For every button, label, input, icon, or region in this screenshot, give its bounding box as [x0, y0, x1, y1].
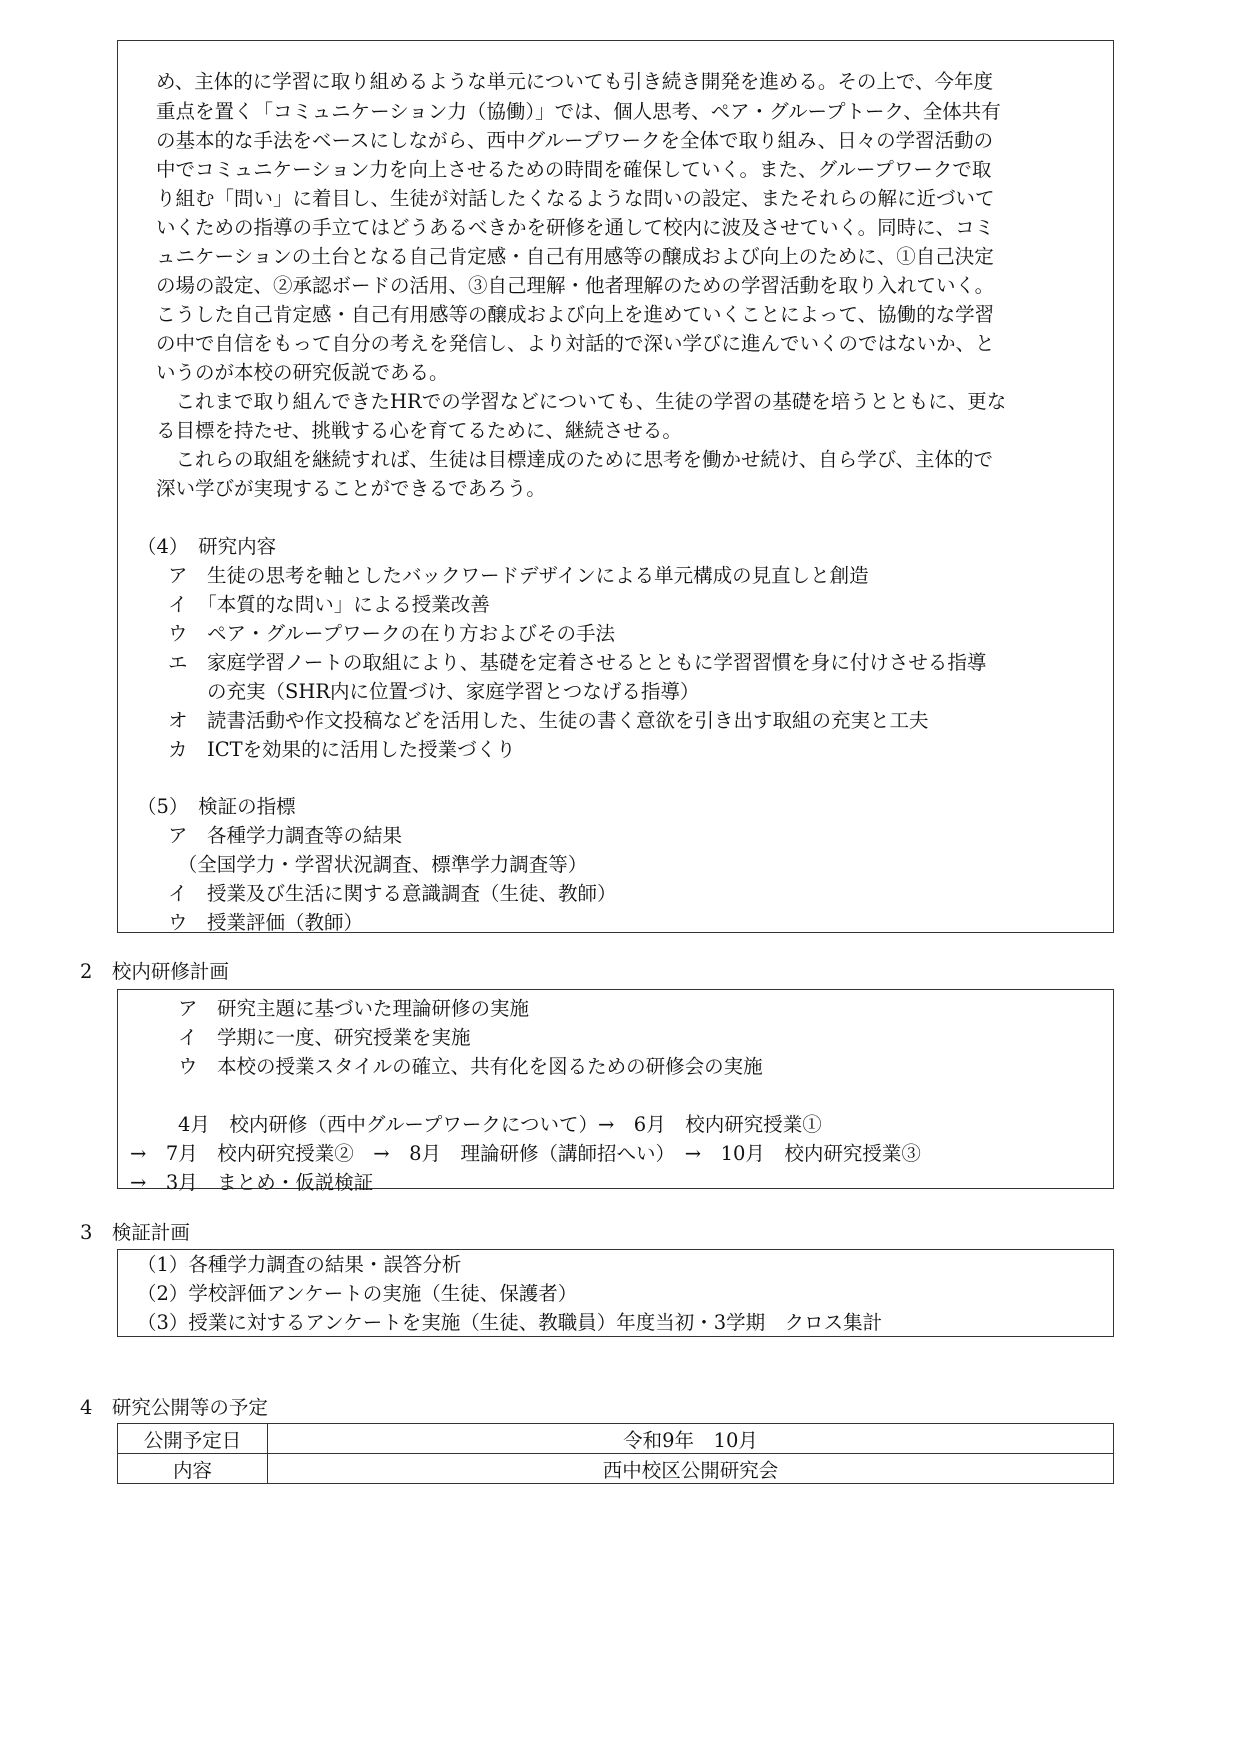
text-line: の場の設定、②承認ボードの活用、③自己理解・他者理解のための学習活動を取り入れていく。 — [156, 274, 995, 297]
indicator-heading: （5） 検証の指標 — [137, 795, 296, 818]
list-item: エ 家庭学習ノートの取組により、基礎を定着させるとともに学習習慣を身に付けさせる指導 — [168, 651, 987, 674]
list-item: イ 学期に一度、研究授業を実施 — [178, 1026, 471, 1049]
text-line: これらの取組を継続すれば、生徒は目標達成のために思考を働かせ続け、自ら学び、主体的で — [156, 448, 993, 471]
schedule-line: → 7月 校内研究授業② → 8月 理論研修（講師招へい） → 10月 校内研究授業③ — [130, 1142, 921, 1165]
text-line: 重点を置く「コミュニケーション力（協働）」では、個人思考、ペア・グループトーク、全体共有 — [156, 100, 1001, 123]
text-line: る目標を持たせ、挑戦する心を育てるために、継続させる。 — [156, 419, 682, 442]
text-line: の基本的な手法をベースにしながら、西中グループワークを全体で取り組み、日々の学習活動の — [156, 129, 994, 152]
section-2-title: 2 校内研修計画 — [80, 960, 229, 983]
list-item: （全国学力・学習状況調査、標準学力調査等） — [168, 853, 588, 876]
text-line: め、主体的に学習に取り組めるような単元についても引き続き開発を進める。その上で、今年度 — [156, 70, 993, 93]
list-item: ア 生徒の思考を軸としたバックワードデザインによる単元構成の見直しと創造 — [168, 564, 869, 587]
list-item: ウ 本校の授業スタイルの確立、共有化を図るための研修会の実施 — [178, 1055, 763, 1078]
text-line: これまで取り組んできたHRでの学習などについても、生徒の学習の基礎を培うとともに、更な — [156, 390, 1007, 413]
schedule-line: 4月 校内研修（西中グループワークについて）→ 6月 校内研究授業① — [178, 1113, 822, 1136]
list-item: イ 授業及び生活に関する意識調査（生徒、教師） — [168, 882, 617, 905]
table-cell-value: 西中校区公開研究会 — [268, 1454, 1114, 1484]
text-line: の中で自信をもって自分の考えを発信し、より対話的で深い学びに進んでいくのではないか、と — [156, 332, 995, 355]
schedule-line: → 3月 まとめ・仮説検証 — [130, 1171, 374, 1194]
list-item: ア 研究主題に基づいた理論研修の実施 — [178, 997, 530, 1020]
text-line: 中でコミュニケーション力を向上させるための時間を確保していく。また、グループワークで取 — [156, 158, 992, 181]
table-row — [118, 1454, 1114, 1484]
table-cell-label: 内容 — [118, 1454, 268, 1484]
section-3-title: 3 検証計画 — [80, 1221, 190, 1244]
list-item: イ 「本質的な問い」による授業改善 — [168, 593, 490, 616]
list-item: ア 各種学力調査等の結果 — [168, 824, 403, 847]
table-cell-value: 令和9年 10月 — [268, 1424, 1114, 1454]
list-item: ウ ペア・グループワークの在り方およびその手法 — [168, 622, 615, 645]
text-line: 深い学びが実現することができるであろう。 — [156, 477, 546, 500]
list-item: の充実（SHR内に位置づけ、家庭学習とつなげる指導） — [168, 680, 700, 703]
text-line: ュニケーションの土台となる自己肯定感・自己有用感等の醸成および向上のために、①自己決定 — [156, 245, 994, 268]
text-line: こうした自己肯定感・自己有用感等の醸成および向上を進めていくことによって、協働的な学習 — [156, 303, 995, 326]
table-cell-label: 公開予定日 — [118, 1424, 268, 1454]
text-line: いくための指導の手立てはどうあるべきかを研修を通して校内に波及させていく。同時に、コミ — [156, 216, 995, 239]
text-line: り組む「問い」に着目し、生徒が対話したくなるような問いの設定、またそれらの解に近づいて — [156, 187, 995, 210]
list-item: （3）授業に対するアンケートを実施（生徒、教職員）年度当初・3学期 クロス集計 — [137, 1311, 883, 1334]
table-row — [118, 1424, 1114, 1454]
section-4-title: 4 研究公開等の予定 — [80, 1396, 268, 1419]
text-line: いうのが本校の研究仮説である。 — [156, 361, 449, 384]
list-item: カ ICTを効果的に活用した授業づくり — [168, 738, 516, 761]
public-schedule-table — [117, 1423, 1114, 1484]
list-item: （2）学校評価アンケートの実施（生徒、保護者） — [137, 1282, 578, 1305]
list-item: ウ 授業評価（教師） — [168, 911, 364, 934]
list-item: オ 読書活動や作文投稿などを活用した、生徒の書く意欲を引き出す取組の充実と工夫 — [168, 709, 929, 732]
research-content-heading: （4） 研究内容 — [137, 535, 277, 558]
list-item: （1）各種学力調査の結果・誤答分析 — [137, 1253, 462, 1276]
